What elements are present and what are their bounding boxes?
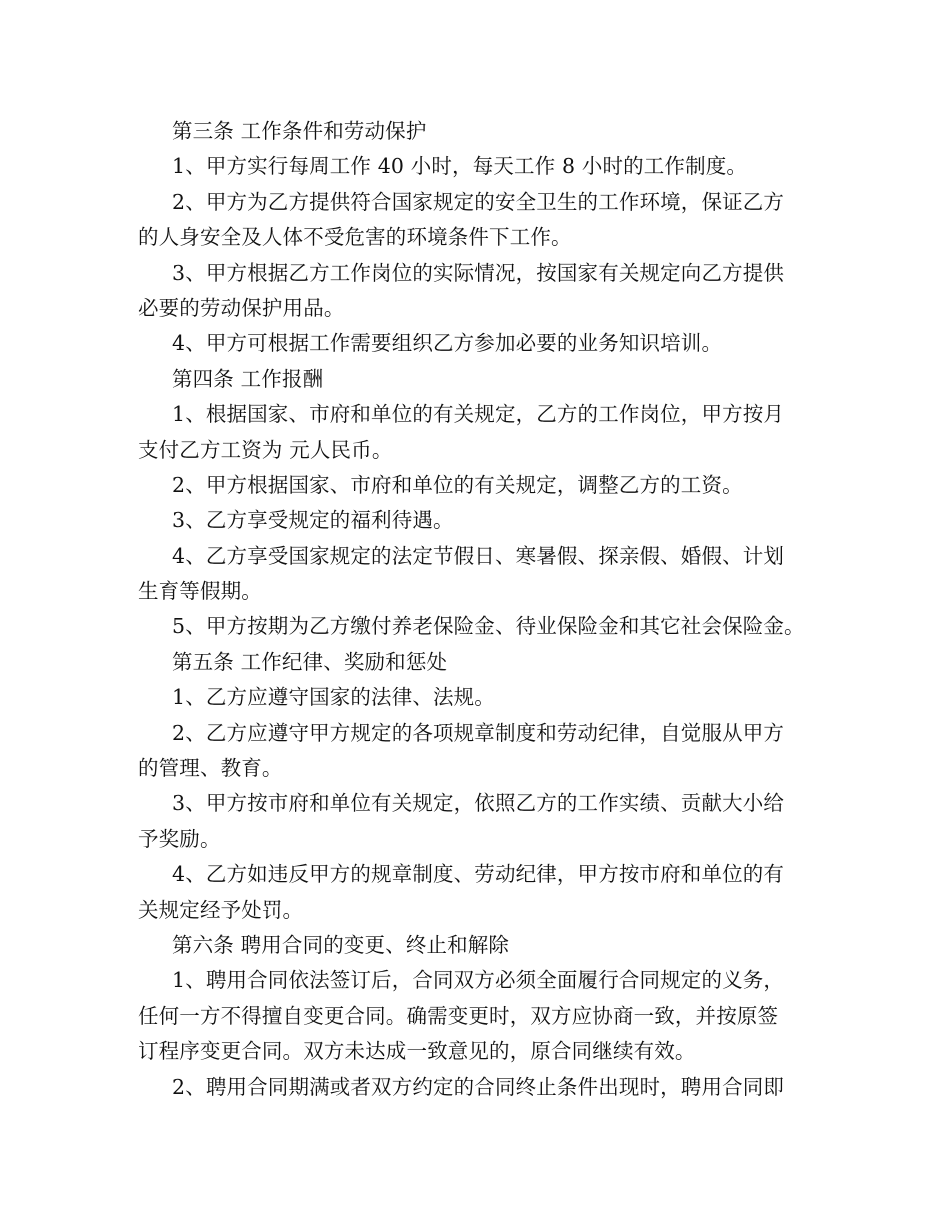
text-line: 2、甲方为乙方提供符合国家规定的安全卫生的工作环境，保证乙方 xyxy=(172,189,785,214)
text-line: 4、甲方可根据工作需要组织乙方参加必要的业务知识培训。 xyxy=(172,331,723,356)
text-line: 3、甲方按市府和单位有关规定，依照乙方的工作实绩、贡献大小给 xyxy=(172,791,785,816)
text-line: 3、乙方享受规定的福利待遇。 xyxy=(172,508,454,533)
text-line: 生育等假期。 xyxy=(138,579,262,604)
text-line: 订程序变更合同。双方未达成一致意见的，原合同继续有效。 xyxy=(138,1039,696,1064)
text-line: 2、甲方根据国家、市府和单位的有关规定，调整乙方的工资。 xyxy=(172,472,743,497)
text-line: 关规定经予处罚。 xyxy=(138,897,304,922)
text-line: 1、甲方实行每周工作 40 小时，每天工作 8 小时的工作制度。 xyxy=(172,154,748,179)
text-line: 1、聘用合同依法签订后，合同双方必须全面履行合同规定的义务， xyxy=(172,968,785,993)
text-line: 5、甲方按期为乙方缴付养老保险金、待业保险金和其它社会保险金。 xyxy=(172,614,805,639)
document-page xyxy=(138,114,828,1105)
text-line: 的管理、教育。 xyxy=(138,756,283,781)
text-line: 1、乙方应遵守国家的法律、法规。 xyxy=(172,685,495,710)
text-line: 必要的劳动保护用品。 xyxy=(138,295,345,320)
text-line: 2、乙方应遵守甲方规定的各项规章制度和劳动纪律，自觉服从甲方 xyxy=(172,720,785,745)
text-line: 支付乙方工资为 元人民币。 xyxy=(138,437,393,462)
text-line: 予奖励。 xyxy=(138,826,221,851)
text-line: 第三条 工作条件和劳动保护 xyxy=(172,119,427,143)
text-line: 第四条 工作报酬 xyxy=(172,366,324,391)
text-line: 4、乙方享受国家规定的法定节假日、寒暑假、探亲假、婚假、计划 xyxy=(172,543,785,568)
text-line: 任何一方不得擅自变更合同。确需变更时，双方应协商一致，并按原签 xyxy=(138,1003,779,1028)
text-line: 4、乙方如违反甲方的规章制度、劳动纪律，甲方按市府和单位的有 xyxy=(172,862,785,887)
text-line: 2、聘用合同期满或者双方约定的合同终止条件出现时，聘用合同即 xyxy=(172,1074,785,1099)
text-line: 第六条 聘用合同的变更、终止和解除 xyxy=(172,932,510,957)
text-line: 3、甲方根据乙方工作岗位的实际情况，按国家有关规定向乙方提供 xyxy=(172,260,785,285)
text-line: 的人身安全及人体不受危害的环境条件下工作。 xyxy=(138,225,572,250)
text-line: 第五条 工作纪律、奖励和惩处 xyxy=(172,649,448,674)
text-line: 1、根据国家、市府和单位的有关规定，乙方的工作岗位，甲方按月 xyxy=(172,402,785,427)
